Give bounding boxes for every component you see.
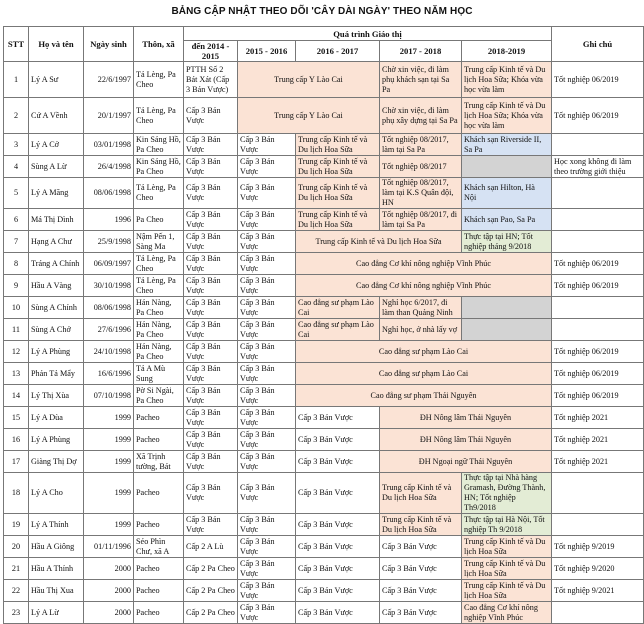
cell-y3: Cấp 3 Bản Vược <box>296 558 380 580</box>
cell-y1: Cấp 3 Bản Vược <box>184 156 238 178</box>
cell-y1: Cấp 3 Bản Vược <box>184 451 238 473</box>
cell-y1: Cấp 3 Bản Vược <box>184 297 238 319</box>
cell-stt: 7 <box>4 231 29 253</box>
header-name: Họ và tên <box>29 27 84 62</box>
cell-dob: 06/09/1997 <box>84 253 134 275</box>
table-row <box>4 536 644 558</box>
cell-note: Tốt nghiệp 2021 <box>552 407 644 429</box>
cell-y1: Cấp 3 Bản Vược <box>184 231 238 253</box>
table-row <box>4 319 644 341</box>
cell-note: Tốt nghiệp 9/2021 <box>552 580 644 602</box>
cell-village: Pa Cheo <box>134 209 184 231</box>
cell-y5 <box>462 319 552 341</box>
cell-village: Kin Sáng Hồ, Pa Cheo <box>134 134 184 156</box>
table-row <box>4 209 644 231</box>
cell-y1: Cấp 3 Bản Vược <box>184 253 238 275</box>
cell-y4: Tốt nghiệp 08/2017 <box>380 156 462 178</box>
cell-y1: Cấp 3 Bản Vược <box>184 209 238 231</box>
cell-stt: 4 <box>4 156 29 178</box>
cell-dob: 1996 <box>84 209 134 231</box>
cell-stt: 10 <box>4 297 29 319</box>
cell-y3: Cấp 3 Bản Vược <box>296 407 380 429</box>
cell-y4: Cấp 3 Bản Vược <box>380 536 462 558</box>
header-note: Ghi chú <box>552 27 644 62</box>
table-row <box>4 341 644 363</box>
cell-dob: 03/01/1998 <box>84 134 134 156</box>
cell-note: Tốt nghiệp 06/2019 <box>552 62 644 98</box>
cell-dob: 01/11/1996 <box>84 536 134 558</box>
cell-y2: Cấp 3 Bản Vược <box>238 134 296 156</box>
header-process: Quá trình Giáo thị <box>184 27 552 41</box>
cell-y5: Cao đẳng Cơ khí nông nghiệp Vĩnh Phúc <box>462 602 552 624</box>
cell-dob: 27/6/1996 <box>84 319 134 341</box>
cell-village: Xã Trịnh tường, Bát <box>134 451 184 473</box>
header-year-2017: 2017 - 2018 <box>380 41 462 62</box>
cell-dob: 1999 <box>84 451 134 473</box>
cell-name: Hầu Thị Xua <box>29 580 84 602</box>
table-row <box>4 297 644 319</box>
cell-y2: Cấp 3 Bản Vược <box>238 473 296 514</box>
cell-y5: Trung cấp Kinh tế và Du lịch Hoa Sữa <box>462 580 552 602</box>
cell-y5: Trung cấp Kinh tế và Du lịch Hoa Sữa; Khóa vừa học vừa làm <box>462 98 552 134</box>
cell-y2: Cấp 3 Bản Vược <box>238 363 296 385</box>
header-village: Thôn, xã <box>134 27 184 62</box>
table-row <box>4 558 644 580</box>
cell-y4: Nghỉ học 6/2017, đi làm than Quảng Ninh <box>380 297 462 319</box>
cell-y4: Cấp 3 Bản Vược <box>380 602 462 624</box>
cell-dob: 2000 <box>84 580 134 602</box>
cell-y2: Cấp 3 Bản Vược <box>238 536 296 558</box>
cell-stt: 14 <box>4 385 29 407</box>
cell-stt: 17 <box>4 451 29 473</box>
cell-note: Tốt nghiệp 2021 <box>552 429 644 451</box>
cell-village: Séo Phìn Chư, xã A <box>134 536 184 558</box>
cell-y4: Nghỉ học, ở nhà lấy vợ <box>380 319 462 341</box>
cell-y3: Cấp 3 Bản Vược <box>296 451 380 473</box>
cell-y5: Khách sạn Hilton, Hà Nội <box>462 178 552 209</box>
cell-note: Tốt nghiệp 06/2019 <box>552 385 644 407</box>
table-row <box>4 253 644 275</box>
cell-y1: Cấp 2 Pa Cheo <box>184 602 238 624</box>
cell-stt: 8 <box>4 253 29 275</box>
cell-y5: Trung cấp Kinh tế và Du lịch Hoa Sữa <box>462 558 552 580</box>
cell-stt: 16 <box>4 429 29 451</box>
cell-y3: Trung cấp Kinh tế và Du lịch Hoa Sữa <box>296 156 380 178</box>
table-row <box>4 363 644 385</box>
table-row <box>4 178 644 209</box>
cell-dob: 25/9/1998 <box>84 231 134 253</box>
cell-dob: 1999 <box>84 473 134 514</box>
cell-stt: 9 <box>4 275 29 297</box>
cell-y2: Cấp 3 Bản Vược <box>238 451 296 473</box>
cell-y1: Cấp 3 Bản Vược <box>184 98 238 134</box>
cell-name: Giàng Thị Dợ <box>29 451 84 473</box>
cell-y3: Cấp 3 Bản Vược <box>296 580 380 602</box>
cell-name: Hầu A Giông <box>29 536 84 558</box>
cell-note: Tốt nghiệp 06/2019 <box>552 253 644 275</box>
table-row <box>4 275 644 297</box>
cell-dob: 08/06/1998 <box>84 297 134 319</box>
cell-y3: Cấp 3 Bản Vược <box>296 473 380 514</box>
cell-note: Tốt nghiệp 06/2019 <box>552 275 644 297</box>
cell-y4: Tốt nghiệp 08/2017, làm tại K.S Quân đội, HN <box>380 178 462 209</box>
cell-name: Lý A Cho <box>29 473 84 514</box>
cell-y2-y3: Trung cấp Y Lào Cai <box>238 98 380 134</box>
cell-name: Lý A Sư <box>29 62 84 98</box>
cell-dob: 2000 <box>84 558 134 580</box>
cell-stt: 13 <box>4 363 29 385</box>
cell-note <box>552 473 644 514</box>
cell-y3: Cao đẳng sư phạm Lào Cai <box>296 319 380 341</box>
cell-name: Phản Tả Mẩy <box>29 363 84 385</box>
cell-village: Tả Lèng, Pa Cheo <box>134 98 184 134</box>
cell-village: Tả A Mù Sung <box>134 363 184 385</box>
header-dob: Ngày sinh <box>84 27 134 62</box>
cell-village: Tả Lèng, Pa Cheo <box>134 253 184 275</box>
cell-stt: 5 <box>4 178 29 209</box>
table-row <box>4 580 644 602</box>
cell-stt: 21 <box>4 558 29 580</box>
cell-y5 <box>462 156 552 178</box>
cell-y3: Cao đẳng sư phạm Lào Cai <box>296 297 380 319</box>
cell-y2: Cấp 3 Bản Vược <box>238 275 296 297</box>
cell-y2: Cấp 3 Bản Vược <box>238 514 296 536</box>
cell-stt: 22 <box>4 580 29 602</box>
cell-stt: 2 <box>4 98 29 134</box>
cell-y1: Cấp 3 Bản Vược <box>184 429 238 451</box>
table-row <box>4 231 644 253</box>
cell-y5: Khách sạn Pao, Sa Pa <box>462 209 552 231</box>
cell-name: Lý A Thính <box>29 514 84 536</box>
cell-y2-y3: Trung cấp Y Lào Cai <box>238 62 380 98</box>
cell-y5: Trung cấp Kinh tế và Du lịch Hoa Sữa <box>462 536 552 558</box>
cell-note <box>552 602 644 624</box>
table-row <box>4 134 644 156</box>
cell-y1: Cấp 3 Bản Vược <box>184 514 238 536</box>
cell-village: Pacheo <box>134 580 184 602</box>
cell-note <box>552 178 644 209</box>
cell-y3: Trung cấp Kinh tế và Du lịch Hoa Sữa <box>296 209 380 231</box>
cell-y4-y5: ĐH Ngoại ngữ Thái Nguyên <box>380 451 552 473</box>
cell-y4: Tốt nghiệp 08/2017, đi làm tại Sa Pa <box>380 209 462 231</box>
cell-name: Lý Thị Xùa <box>29 385 84 407</box>
header-year-2018: 2018-2019 <box>462 41 552 62</box>
cell-y2: Cấp 3 Bản Vược <box>238 341 296 363</box>
cell-stt: 20 <box>4 536 29 558</box>
cell-y2: Cấp 3 Bản Vược <box>238 319 296 341</box>
cell-village: Tả Lèng, Pa Cheo <box>134 275 184 297</box>
cell-y4-y5: ĐH Nông lâm Thái Nguyên <box>380 429 552 451</box>
cell-name: Má Thị Dình <box>29 209 84 231</box>
cell-village: Nậm Pến 1, Sàng Ma <box>134 231 184 253</box>
table-row <box>4 451 644 473</box>
cell-y3-y4: Trung cấp Kinh tế và Du lịch Hoa Sữa <box>296 231 462 253</box>
cell-dob: 16/6/1996 <box>84 363 134 385</box>
cell-y2: Cấp 3 Bản Vược <box>238 231 296 253</box>
cell-y4: Cấp 3 Bản Vược <box>380 580 462 602</box>
table-row <box>4 602 644 624</box>
cell-y2: Cấp 3 Bản Vược <box>238 558 296 580</box>
cell-y1: Cấp 3 Bản Vược <box>184 275 238 297</box>
cell-y3: Trung cấp Kinh tế và Du lịch Hoa Sữa <box>296 134 380 156</box>
header-year-2015: 2015 - 2016 <box>238 41 296 62</box>
cell-stt: 3 <box>4 134 29 156</box>
cell-dob: 1999 <box>84 429 134 451</box>
cell-y3-y5: Cao đẳng sư phạm Lào Cai <box>296 341 552 363</box>
cell-note: Tốt nghiệp 2021 <box>552 451 644 473</box>
cell-note <box>552 297 644 319</box>
cell-name: Lý A Dùa <box>29 407 84 429</box>
cell-dob: 1999 <box>84 407 134 429</box>
cell-dob: 1999 <box>84 514 134 536</box>
cell-dob: 2000 <box>84 602 134 624</box>
table-row <box>4 473 644 514</box>
cell-name: Lý A Phùng <box>29 341 84 363</box>
table-row <box>4 429 644 451</box>
table-row <box>4 62 644 98</box>
cell-y1: Cấp 3 Bản Vược <box>184 407 238 429</box>
cell-y2: Cấp 3 Bản Vược <box>238 297 296 319</box>
cell-y1: Cấp 3 Bản Vược <box>184 473 238 514</box>
header-year-2016: 2016 - 2017 <box>296 41 380 62</box>
cell-village: Pacheo <box>134 602 184 624</box>
cell-y3: Cấp 3 Bản Vược <box>296 514 380 536</box>
cell-y3-y5: Cao đẳng sư phạm Thái Nguyên <box>296 385 552 407</box>
cell-dob: 30/10/1998 <box>84 275 134 297</box>
student-tracking-table <box>3 26 644 624</box>
cell-note: Tốt nghiệp 9/2020 <box>552 558 644 580</box>
cell-stt: 18 <box>4 473 29 514</box>
cell-village: Pacheo <box>134 558 184 580</box>
cell-y2: Cấp 3 Bản Vược <box>238 407 296 429</box>
cell-y5 <box>462 297 552 319</box>
cell-dob: 26/4/1998 <box>84 156 134 178</box>
cell-y1: Cấp 3 Bản Vược <box>184 178 238 209</box>
cell-note: Tốt nghiệp 06/2019 <box>552 363 644 385</box>
cell-y2: Cấp 3 Bản Vược <box>238 156 296 178</box>
cell-y4: Chờ xin việc, đi làm phụ khách sạn tại Sa Pa <box>380 62 462 98</box>
cell-village: Pacheo <box>134 473 184 514</box>
cell-name: Lý A Lừ <box>29 602 84 624</box>
cell-stt: 6 <box>4 209 29 231</box>
cell-name: Sùng A Chớ <box>29 319 84 341</box>
cell-y5: Khách sạn Riverside II, Sa Pa <box>462 134 552 156</box>
cell-name: Lý A Phùng <box>29 429 84 451</box>
cell-note: Tốt nghiệp 9/2019 <box>552 536 644 558</box>
cell-dob: 20/1/1997 <box>84 98 134 134</box>
cell-y5: Thực tập tại HN; Tốt nghiệp tháng 9/2018 <box>462 231 552 253</box>
cell-name: Cứ A Vềnh <box>29 98 84 134</box>
cell-y2: Cấp 3 Bản Vược <box>238 209 296 231</box>
cell-dob: 22/6/1997 <box>84 62 134 98</box>
cell-note: Tốt nghiệp 06/2019 <box>552 98 644 134</box>
cell-y2: Cấp 3 Bản Vược <box>238 602 296 624</box>
cell-dob: 07/10/1998 <box>84 385 134 407</box>
cell-y3: Cấp 3 Bản Vược <box>296 602 380 624</box>
cell-y3: Cấp 3 Bản Vược <box>296 536 380 558</box>
cell-y4: Trung cấp Kinh tế và Du lịch Hoa Sữa <box>380 514 462 536</box>
cell-y3-y5: Cao đẳng Cơ khí nông nghiệp Vĩnh Phúc <box>296 275 552 297</box>
table-row <box>4 156 644 178</box>
cell-village: Tả Lèng, Pa Cheo <box>134 178 184 209</box>
page-title: BẢNG CẬP NHẬT THEO DÕI 'CÂY DÀI NGÀY' THEO NĂM HỌC <box>171 6 473 17</box>
cell-name: Lý A Măng <box>29 178 84 209</box>
cell-dob: 24/10/1998 <box>84 341 134 363</box>
cell-stt: 1 <box>4 62 29 98</box>
cell-village: Pờ Si Ngài, Pa Cheo <box>134 385 184 407</box>
cell-y2: Cấp 3 Bản Vược <box>238 178 296 209</box>
cell-dob: 08/06/1998 <box>84 178 134 209</box>
cell-y5: Trung cấp Kinh tế và Du lịch Hoa Sữa; Khóa vừa học vừa làm <box>462 62 552 98</box>
cell-y4-y5: ĐH Nông lâm Thái Nguyên <box>380 407 552 429</box>
cell-y4: Tốt nghiệp 08/2017, làm tại Sa Pa <box>380 134 462 156</box>
cell-name: Hạng A Chư <box>29 231 84 253</box>
cell-note <box>552 514 644 536</box>
cell-village: Pacheo <box>134 514 184 536</box>
cell-note: Học xong không đi làm theo trường giới thiệu <box>552 156 644 178</box>
cell-y3-y5: Cao đẳng Cơ khí nông nghiệp Vĩnh Phúc <box>296 253 552 275</box>
cell-y1: Cấp 3 Bản Vược <box>184 341 238 363</box>
cell-stt: 12 <box>4 341 29 363</box>
cell-name: Hầu A Thính <box>29 558 84 580</box>
cell-name: Sùng A Chính <box>29 297 84 319</box>
cell-stt: 15 <box>4 407 29 429</box>
cell-y5: Thực tập tại Nhà hàng Gramash, Đường Thành, HN; Tốt nghiệp Th9/2018 <box>462 473 552 514</box>
cell-y3: Cấp 3 Bản Vược <box>296 429 380 451</box>
cell-village: Kin Sáng Hồ, Pa Cheo <box>134 156 184 178</box>
cell-y3: Trung cấp Kinh tế và Du lịch Hoa Sữa <box>296 178 380 209</box>
cell-y1: Cấp 2 Pa Cheo <box>184 558 238 580</box>
cell-y1: Cấp 3 Bản Vược <box>184 134 238 156</box>
cell-y4: Cấp 3 Bản Vược <box>380 558 462 580</box>
cell-stt: 19 <box>4 514 29 536</box>
cell-note <box>552 319 644 341</box>
cell-note: Tốt nghiệp 06/2019 <box>552 341 644 363</box>
cell-name: Hầu A Vàng <box>29 275 84 297</box>
cell-y2: Cấp 3 Bản Vược <box>238 385 296 407</box>
header-stt: STT <box>4 27 29 62</box>
cell-y1: Cấp 2 Pa Cheo <box>184 580 238 602</box>
cell-name: Sùng A Lừ <box>29 156 84 178</box>
cell-y1: Cấp 3 Bản Vược <box>184 319 238 341</box>
table-row <box>4 407 644 429</box>
cell-village: Hán Nàng, Pa Cheo <box>134 297 184 319</box>
cell-stt: 23 <box>4 602 29 624</box>
cell-village: Hán Nàng, Pa Cheo <box>134 319 184 341</box>
cell-y4: Trung cấp Kinh tế và Du lịch Hoa Sữa <box>380 473 462 514</box>
cell-y2: Cấp 3 Bản Vược <box>238 253 296 275</box>
cell-y1: PTTH Số 2 Bát Xát (Cấp 3 Bản Vược) <box>184 62 238 98</box>
cell-y3-y5: Cao đẳng sư phạm Lào Cai <box>296 363 552 385</box>
cell-name: Tráng A Chính <box>29 253 84 275</box>
cell-y1: Cấp 3 Bản Vược <box>184 385 238 407</box>
cell-note <box>552 209 644 231</box>
cell-village: Pacheo <box>134 429 184 451</box>
cell-y2: Cấp 3 Bản Vược <box>238 580 296 602</box>
cell-note <box>552 231 644 253</box>
cell-y5: Thực tập tại Hà Nội, Tốt nghiệp Th 9/2018 <box>462 514 552 536</box>
header-year-2014: đến 2014 - 2015 <box>184 41 238 62</box>
cell-stt: 11 <box>4 319 29 341</box>
cell-name: Lý A Cở <box>29 134 84 156</box>
table-row <box>4 385 644 407</box>
cell-village: Tả Lèng, Pa Cheo <box>134 62 184 98</box>
cell-y4: Chờ xin việc, đi làm phụ xây dựng tại Sa Pa <box>380 98 462 134</box>
cell-y1: Cấp 3 Bản Vược <box>184 363 238 385</box>
table-row <box>4 98 644 134</box>
table-row <box>4 514 644 536</box>
cell-village: Hán Nàng, Pa Cheo <box>134 341 184 363</box>
cell-village: Pacheo <box>134 407 184 429</box>
cell-y1: Cấp 2 A Lù <box>184 536 238 558</box>
cell-y2: Cấp 3 Bản Vược <box>238 429 296 451</box>
cell-note <box>552 134 644 156</box>
